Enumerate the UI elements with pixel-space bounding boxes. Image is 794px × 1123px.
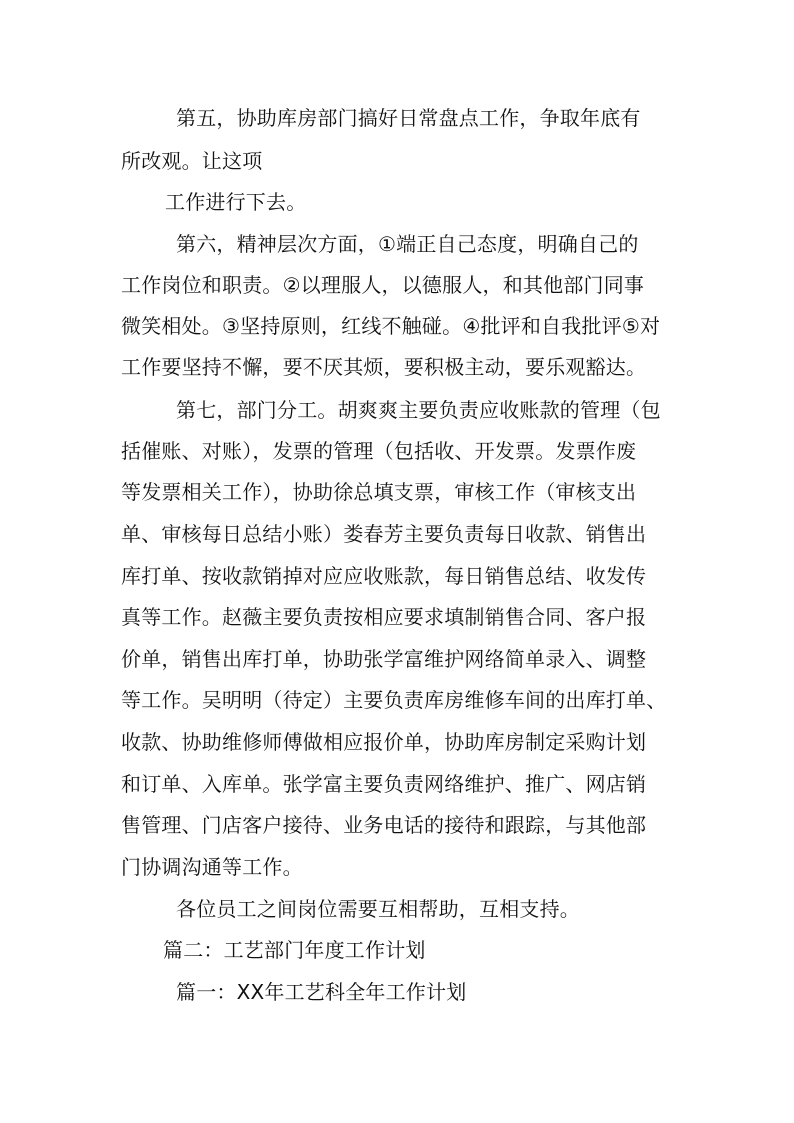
paragraph-line: 第七，部门分工。胡爽爽主要负责应收账款的管理（包 [176,398,661,422]
paragraph-line: 价单，销售出库打单，协助张学富维护网络简单录入、调整 [121,647,647,671]
paragraph-line: 所改观。让这项 [121,149,263,173]
paragraph-line: 微笑相处。③坚持原则，红线不触碰。④批评和自我批评⑤对 [121,314,661,338]
section-heading: 篇二：工艺部门年度工作计划 [163,938,426,962]
paragraph-line: 工作要坚持不懈，要不厌其烦，要积极主动，要乐观豁达。 [121,355,647,379]
paragraph-line: 工作进行下去。 [165,190,307,214]
paragraph-line: 售管理、门店客户接待、业务电话的接待和跟踪，与其他部 [121,813,647,837]
paragraph-line: 工作岗位和职责。②以理服人，以德服人，和其他部门同事 [121,273,645,297]
paragraph-line: 库打单、按收款销掉对应应收账款，每日销售总结、收发传 [121,564,647,588]
section-heading: 篇一：XX年工艺科全年工作计划 [176,980,467,1004]
paragraph-line: 第五，协助库房部门搞好日常盘点工作，争取年底有 [176,106,641,130]
paragraph-line: 单、审核每日总结小账）娄春芳主要负责每日收款、销售出 [121,522,647,546]
paragraph-line: 真等工作。赵薇主要负责按相应要求填制销售合同、客户报 [121,605,647,629]
paragraph-line: 第六，精神层次方面，①端正自己态度，明确自己的 [176,232,639,256]
paragraph-line: 等发票相关工作），协助徐总填支票，审核工作（审核支出 [121,480,637,504]
paragraph-line: 和订单、入库单。张学富主要负责网络维护、推广、网店销 [121,772,647,796]
paragraph-line: 收款、协助维修师傅做相应报价单，协助库房制定采购计划 [121,730,647,754]
paragraph-line: 括催账、对账），发票的管理（包括收、开发票。发票作废 [121,439,637,463]
paragraph-line: 门协调沟通等工作。 [121,855,303,879]
paragraph-line: 各位员工之间岗位需要互相帮助，互相支持。 [176,897,580,921]
paragraph-line: 等工作。吴明明（待定）主要负责库房维修车间的出库打单、 [121,688,667,712]
